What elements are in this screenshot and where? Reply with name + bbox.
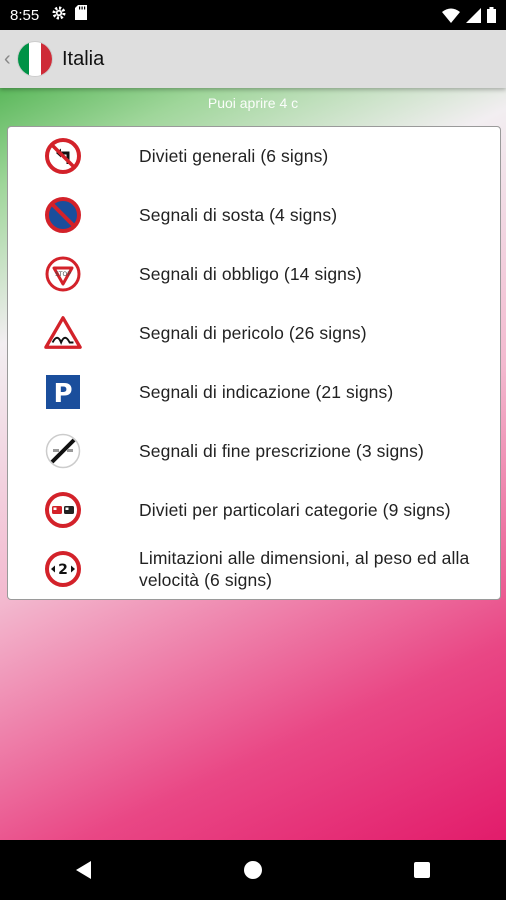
app-bar	[0, 30, 506, 88]
list-item[interactable]	[8, 186, 500, 244]
nav-home-icon[interactable]	[223, 848, 283, 892]
list-item-label: Segnali di fine prescrizione (3 signs)	[139, 441, 424, 461]
end-of-restriction-sign-icon	[44, 432, 82, 470]
back-chevron-icon[interactable]: ‹	[4, 47, 11, 70]
no-parking-sign-icon	[44, 196, 82, 234]
info-text: Puoi aprire 4 c	[207, 95, 299, 111]
list-item-label: Limitazioni alle dimensioni, al peso ed alla velocità (6 signs)	[139, 548, 470, 590]
nav-back-icon[interactable]	[54, 848, 114, 892]
sd-card-icon	[75, 5, 87, 25]
list-item[interactable]	[8, 127, 500, 185]
list-item-label: Divieti per particolari categorie (9 signs)	[139, 500, 451, 520]
list-item-label: Segnali di indicazione (21 signs)	[139, 382, 394, 402]
nav-recents-icon[interactable]	[392, 848, 452, 892]
parking-sign-icon	[44, 373, 82, 411]
status-bar	[0, 0, 506, 30]
signal-icon	[466, 8, 481, 28]
battery-icon	[487, 7, 496, 28]
italy-flag-icon	[18, 42, 52, 76]
list-item-label: Divieti generali (6 signs)	[139, 146, 329, 166]
list-item-label: Segnali di obbligo (14 signs)	[139, 264, 362, 284]
svg-text:STOP: STOP	[55, 271, 71, 278]
category-list	[7, 126, 501, 600]
list-item-label: Segnali di pericolo (26 signs)	[139, 323, 367, 343]
status-time: 8:55	[10, 6, 40, 24]
gear-icon	[51, 5, 67, 26]
wifi-icon	[442, 8, 460, 28]
content-area	[0, 88, 506, 840]
list-item[interactable]	[8, 481, 500, 539]
status-icons-left	[51, 5, 87, 26]
list-item[interactable]	[8, 422, 500, 480]
width-limit-value: 2	[58, 562, 68, 578]
width-limit-sign-icon	[44, 550, 82, 588]
list-item[interactable]	[8, 304, 500, 362]
no-left-turn-sign-icon	[44, 137, 82, 175]
list-item[interactable]	[8, 363, 500, 421]
svg-text:P: P	[53, 379, 73, 409]
give-way-sign-icon	[44, 255, 82, 293]
system-nav-bar	[0, 840, 506, 900]
no-overtaking-sign-icon	[44, 491, 82, 529]
list-item[interactable]	[8, 540, 500, 598]
page-title: Italia	[62, 47, 105, 70]
list-item[interactable]	[8, 245, 500, 303]
list-item-label: Segnali di sosta (4 signs)	[139, 205, 338, 225]
status-icons-right	[442, 7, 496, 28]
uneven-road-warning-sign-icon	[44, 314, 82, 352]
